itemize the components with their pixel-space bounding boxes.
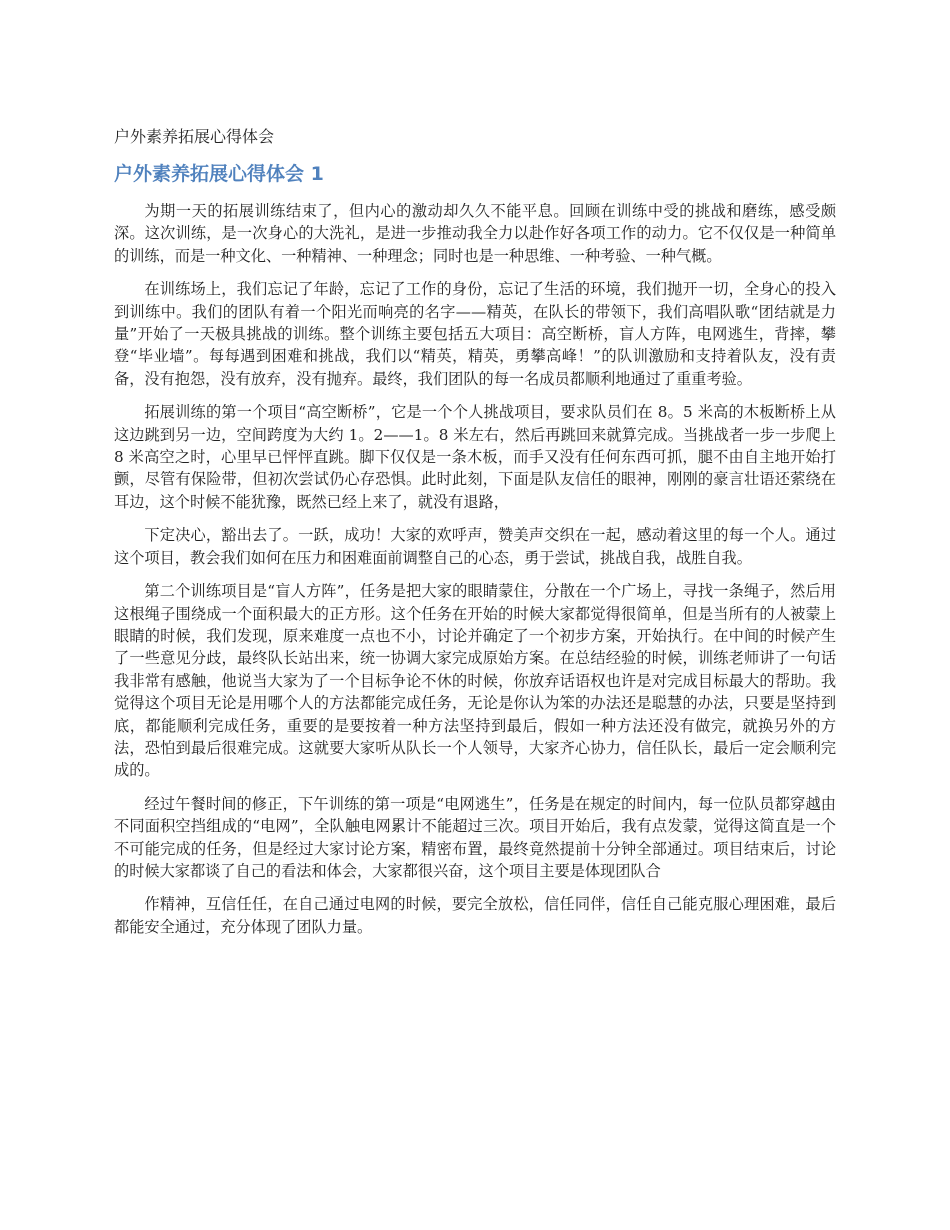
paragraph-4: 下定决心，豁出去了。一跃，成功！大家的欢呼声，赞美声交织在一起，感动着这里的每一个人。通过这个项目，教会我们如何在压力和困难面前调整自己的心态，勇于尝试，挑战自我，战胜自我。 [114, 526, 836, 567]
paragraph-5: 第二个训练项目是“盲人方阵”，任务是把大家的眼睛蒙住，分散在一个广场上，寻找一条绳子，然后用这根绳子围绕成一个面积最大的正方形。这个任务在开始的时候大家都觉得很简单，但是当所有的人被蒙上眼睛的时候，我们发现，原来难度一点也不小，讨论并确定了一个初步方案，开始执行。在中间的时候产生了一些意见分歧，最终队长站出来，统一协调大家完成原始方案。在总结经验的时候，训练老师讲了一句话我非常有感触，他说当大家为了一个目标争论不休的时候，你放弃话语权也许是对完成目标最大的帮助。我觉得这个项目无论是用哪个人的方法都能完成任务，无论是你认为笨的办法还是聪慧的办法，只要是坚持到底，都能顺利完成任务，重要的是要按着一种方法坚持到最后，假如一种方法还没有做完，就换另外的方法，恐怕到最后很难完成。这就要大家听从队长一个人领导，大家齐心协力，信任队长，最后一定会顺利完成的。 [114, 582, 836, 780]
paragraph-6: 经过午餐时间的修正，下午训练的第一项是“电网逃生”，任务是在规定的时间内，每一位队员都穿越由不同面积空挡组成的“电网”，全队触电网累计不能超过三次。项目开始后，我有点发蒙，觉得这简直是一个不可能完成的任务，但是经过大家讨论方案，精密布置，最终竟然提前十分钟全部通过。项目结束后，讨论的时候大家都谈了自己的看法和体会，大家都很兴奋，这个项目主要是体现团队合 [114, 794, 836, 880]
paragraph-3: 拓展训练的第一个项目“高空断桥”，它是一个个人挑战项目，要求队员们在 8。5 米高的木板断桥上从这边跳到另一边，空间跨度为大约 1。2——1。8 米左右，然后再跳回来就算完成。当挑战者一步一步爬上 8 米高空之时，心里早已怦怦直跳。脚下仅仅是一条木板，而手又没有任何东西可抓，腿不由自主地开始打颤，尽管有保险带，但初次尝试仍心存恐惧。此时此刻，下面是队友信任的眼神，刚刚的豪言壮语还萦绕在耳边，这个时候不能犹豫，既然已经上来了，就没有退路， [114, 403, 836, 511]
paragraph-7: 作精神，互信任任，在自己通过电网的时候，要完全放松，信任同伴，信任自己能克服心理困难，最后都能安全通过，充分体现了团队力量。 [114, 895, 836, 936]
document-title: 户外素养拓展心得体会 1 [114, 163, 324, 185]
document-header: 户外素养拓展心得体会 [114, 127, 275, 146]
paragraph-2: 在训练场上，我们忘记了年龄，忘记了工作的身份，忘记了生活的环境，我们抛开一切，全身心的投入到训练中。我们的团队有着一个阳光而响亮的名字——精英，在队长的带领下，我们高唱队歌“团结就是力量”开始了一天极具挑战的训练。整个训练主要包括五大项目：高空断桥，盲人方阵，电网逃生，背摔，攀登“毕业墙”。每每遇到困难和挑战，我们以“精英，精英，勇攀高峰！”的队训激励和支持着队友，没有责备，没有抱怨，没有放弃，没有抛弃。最终，我们团队的每一名成员都顺利地通过了重重考验。 [114, 280, 836, 388]
paragraph-1: 为期一天的拓展训练结束了，但内心的激动却久久不能平息。回顾在训练中受的挑战和磨练，感受颇深。这次训练，是一次身心的大洗礼，是进一步推动我全力以赴作好各项工作的动力。它不仅仅是一种简单的训练，而是一种文化、一种精神、一种理念；同时也是一种思维、一种考验、一种气概。 [114, 202, 836, 265]
